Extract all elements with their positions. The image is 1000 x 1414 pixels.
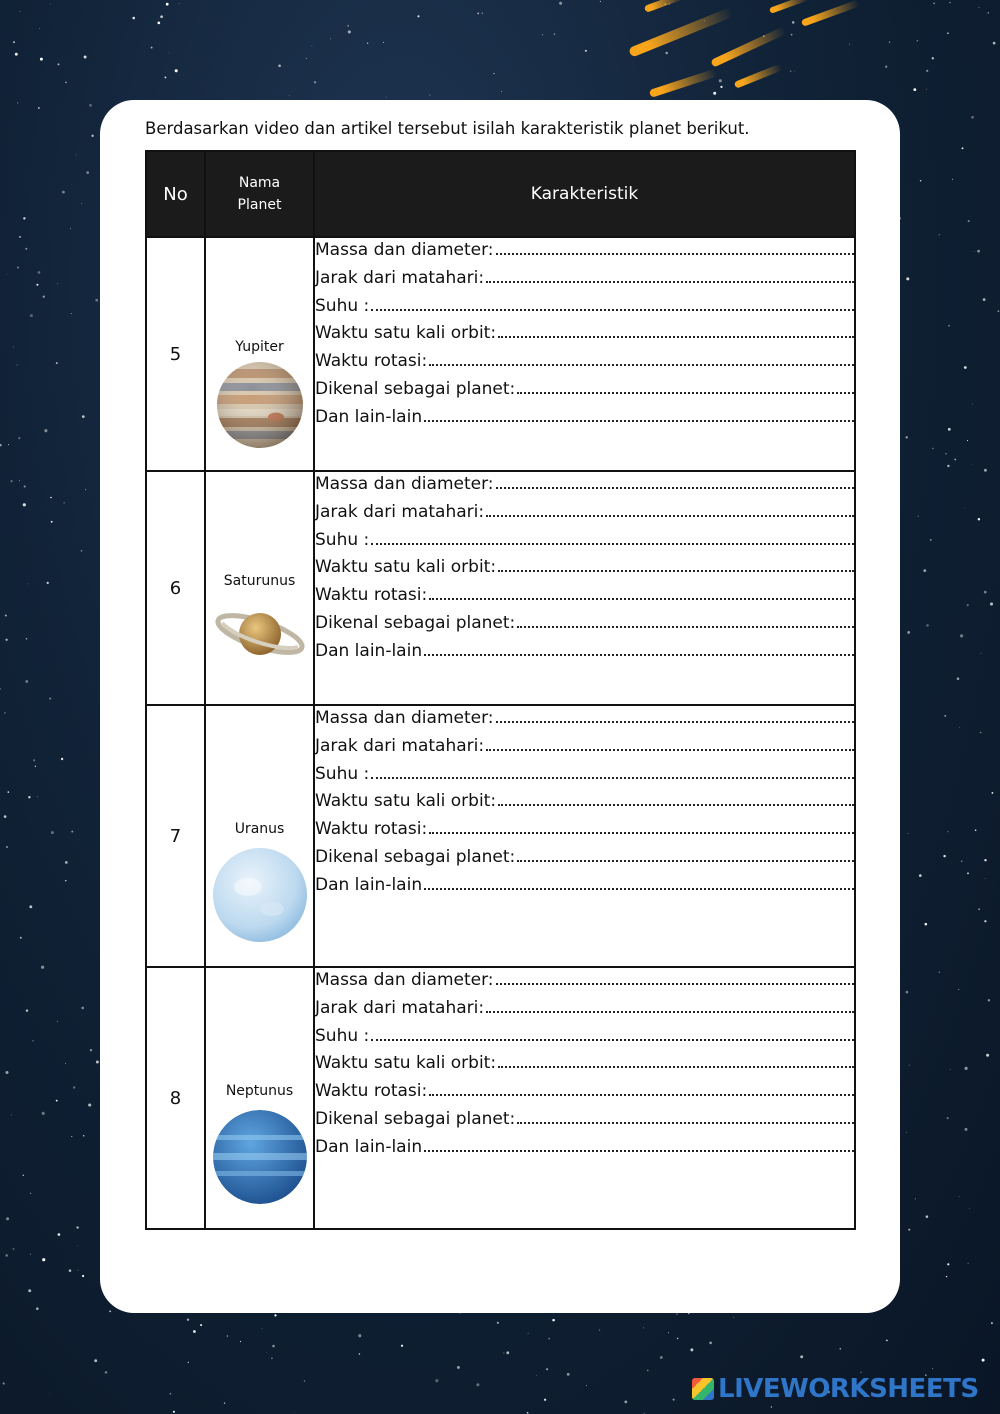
- field-label: Massa dan diameter:: [315, 708, 494, 728]
- header-nama-line2: Planet: [237, 197, 282, 213]
- liveworksheets-logo-icon: [692, 1378, 714, 1400]
- answer-field[interactable]: [315, 528, 854, 556]
- planet-name: Yupiter: [235, 339, 284, 355]
- field-label: Waktu rotasi:: [315, 585, 428, 606]
- karakteristik-cell: [314, 471, 855, 705]
- answer-blank[interactable]: [517, 1107, 854, 1124]
- field-label: Massa dan diameter:: [315, 970, 494, 990]
- answer-blank[interactable]: [371, 528, 854, 545]
- answer-blank[interactable]: [517, 611, 854, 628]
- answer-blank[interactable]: [496, 968, 855, 985]
- planet-table: [145, 150, 856, 1230]
- field-label: Waktu satu kali orbit:: [315, 557, 497, 578]
- planet-name: Neptunus: [225, 1083, 294, 1099]
- answer-field[interactable]: [315, 789, 854, 817]
- field-label: Waktu satu kali orbit:: [315, 1053, 497, 1074]
- logo-text: LIVEWORKSHEETS: [718, 1374, 979, 1404]
- saturn-icon: [206, 603, 313, 669]
- field-label: Dan lain-lain: [315, 406, 423, 427]
- row-number: 7: [146, 705, 205, 967]
- answer-blank[interactable]: [424, 639, 854, 656]
- answer-field[interactable]: [315, 321, 854, 349]
- answer-field[interactable]: [315, 639, 854, 667]
- field-label: Dikenal sebagai planet:: [315, 612, 516, 633]
- header-nama-planet: [205, 151, 314, 237]
- answer-field[interactable]: [315, 377, 854, 405]
- karakteristik-cell: [314, 237, 855, 471]
- answer-blank[interactable]: [424, 1135, 854, 1152]
- row-number: 6: [146, 471, 205, 705]
- answer-field[interactable]: [315, 555, 854, 583]
- answer-field[interactable]: [315, 500, 854, 528]
- answer-field[interactable]: [315, 238, 854, 266]
- planet-cell: [205, 967, 314, 1229]
- field-label: Massa dan diameter:: [315, 240, 494, 260]
- answer-blank[interactable]: [429, 817, 854, 834]
- field-label: Massa dan diameter:: [315, 474, 494, 494]
- planet-cell: [205, 237, 314, 471]
- field-label: Jarak dari matahari:: [315, 267, 485, 288]
- answer-blank[interactable]: [486, 500, 854, 517]
- header-nama-line1: Nama: [238, 175, 281, 191]
- answer-blank[interactable]: [486, 266, 854, 283]
- row-number: 8: [146, 967, 205, 1229]
- answer-field[interactable]: [315, 968, 854, 996]
- row-number: 5: [146, 237, 205, 471]
- answer-blank[interactable]: [498, 555, 854, 572]
- answer-blank[interactable]: [517, 377, 854, 394]
- field-label: Suhu :: [315, 295, 370, 316]
- answer-field[interactable]: [315, 266, 854, 294]
- answer-field[interactable]: [315, 762, 854, 790]
- field-label: Jarak dari matahari:: [315, 501, 485, 522]
- answer-field[interactable]: [315, 734, 854, 762]
- field-label: Dikenal sebagai planet:: [315, 378, 516, 399]
- answer-blank[interactable]: [429, 583, 854, 600]
- answer-field[interactable]: [315, 706, 854, 734]
- answer-blank[interactable]: [498, 789, 854, 806]
- answer-blank[interactable]: [429, 349, 854, 366]
- answer-blank[interactable]: [429, 1079, 854, 1096]
- answer-blank[interactable]: [371, 1024, 854, 1041]
- field-label: Waktu rotasi:: [315, 819, 428, 840]
- field-label: Dikenal sebagai planet:: [315, 846, 516, 867]
- answer-field[interactable]: [315, 845, 854, 873]
- answer-field[interactable]: [315, 996, 854, 1024]
- answer-field[interactable]: [315, 873, 854, 901]
- liveworksheets-logo: [692, 1374, 979, 1404]
- field-label: Dikenal sebagai planet:: [315, 1108, 516, 1129]
- field-label: Dan lain-lain: [315, 1136, 423, 1157]
- answer-blank[interactable]: [496, 706, 855, 723]
- table-row: [146, 471, 855, 705]
- field-label: Dan lain-lain: [315, 640, 423, 661]
- field-label: Jarak dari matahari:: [315, 735, 485, 756]
- answer-blank[interactable]: [371, 762, 854, 779]
- field-label: Suhu :: [315, 1025, 370, 1046]
- answer-field[interactable]: [315, 583, 854, 611]
- answer-blank[interactable]: [496, 472, 855, 489]
- field-label: Jarak dari matahari:: [315, 997, 485, 1018]
- answer-blank[interactable]: [486, 996, 854, 1013]
- planet-cell: [205, 471, 314, 705]
- table-row: [146, 967, 855, 1229]
- planet-name: Uranus: [234, 821, 285, 837]
- answer-field[interactable]: [315, 817, 854, 845]
- table-row: [146, 237, 855, 471]
- uranus-icon: [206, 847, 313, 947]
- field-label: Waktu satu kali orbit:: [315, 791, 497, 812]
- instruction-text: Berdasarkan video dan artikel tersebut isilah karakteristik planet berikut.: [145, 119, 750, 138]
- jupiter-icon: [206, 361, 313, 453]
- field-label: Waktu satu kali orbit:: [315, 323, 497, 344]
- planet-name: Saturunus: [223, 573, 296, 589]
- answer-field[interactable]: [315, 1024, 854, 1052]
- field-label: Dan lain-lain: [315, 874, 423, 895]
- answer-field[interactable]: [315, 405, 854, 433]
- answer-field[interactable]: [315, 1107, 854, 1135]
- header-karakteristik: Karakteristik: [314, 151, 855, 237]
- answer-blank[interactable]: [424, 405, 854, 422]
- answer-blank[interactable]: [496, 238, 855, 255]
- neptune-icon: [206, 1109, 313, 1209]
- answer-blank[interactable]: [371, 294, 854, 311]
- answer-field[interactable]: [315, 1051, 854, 1079]
- answer-field[interactable]: [315, 349, 854, 377]
- answer-blank[interactable]: [424, 873, 854, 890]
- field-label: Waktu rotasi:: [315, 351, 428, 372]
- answer-blank[interactable]: [517, 845, 854, 862]
- planet-cell: [205, 705, 314, 967]
- karakteristik-cell: [314, 705, 855, 967]
- field-label: Suhu :: [315, 529, 370, 550]
- answer-field[interactable]: [315, 1135, 854, 1163]
- answer-field[interactable]: [315, 1079, 854, 1107]
- answer-field[interactable]: [315, 472, 854, 500]
- header-no: No: [146, 151, 205, 237]
- answer-blank[interactable]: [498, 1051, 854, 1068]
- table-row: [146, 705, 855, 967]
- answer-field[interactable]: [315, 611, 854, 639]
- answer-blank[interactable]: [498, 321, 854, 338]
- field-label: Suhu :: [315, 763, 370, 784]
- field-label: Waktu rotasi:: [315, 1081, 428, 1102]
- answer-field[interactable]: [315, 294, 854, 322]
- answer-blank[interactable]: [486, 734, 854, 751]
- karakteristik-cell: [314, 967, 855, 1229]
